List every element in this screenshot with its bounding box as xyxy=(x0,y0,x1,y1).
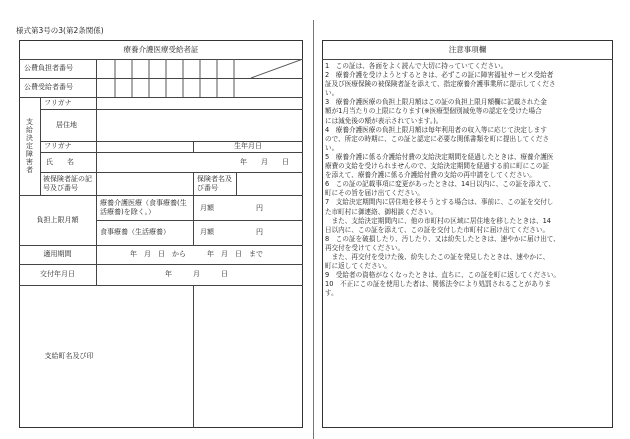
note-line: 8 この証を破損したり、汚したり、又は紛失したときは、速やかに届け出て、 xyxy=(325,234,560,243)
note-line: には減免後の額が表示されています。)。 xyxy=(325,116,443,125)
insured-symbol-label: 被保険者証の記号及び番号 xyxy=(43,175,92,192)
insurer-name-label: 保険者名及び番号 xyxy=(197,175,232,192)
fold-divider xyxy=(313,20,314,439)
note-line: 6 この証の記載事項に変更があったときは、14日以内に、この証を添えて、 xyxy=(325,180,555,189)
note-line: 3 療養介護医療の負担上限月額はこの証の負担上限月額欄に記載された金 xyxy=(325,98,547,107)
note-line: 7 支給決定期間内に居住地を移そうとする場合は、事前に、この証を交付し xyxy=(325,198,554,207)
period-label: 適用期間 xyxy=(43,250,72,258)
public-payer-label: 公費負担者番号 xyxy=(24,64,73,72)
birthdate-label: 生年月日 xyxy=(234,142,262,150)
note-line: 日以内に、この証を添えて、この証を交付した市町村に届け出てください。 xyxy=(325,225,550,234)
name-label: 氏 名 xyxy=(46,157,74,166)
note-line: 証及び医療保険の被保険者証を添えて、指定療養介護事業所に提示してくださ xyxy=(325,80,556,89)
notes-title: 注意事項欄 xyxy=(448,45,487,55)
note-line: 5 療養介護に係る介護給付費の支給決定期間を経過したときは、療養介護医 xyxy=(325,152,554,161)
form-label: 様式第3号の3(第2条関係) xyxy=(16,26,104,35)
note-line: また、再交付を受けた後、紛失したこの証を発見したときは、速やかに、 xyxy=(325,252,550,261)
municipality-seal-label: 支給町名及び印 xyxy=(44,352,94,360)
certificate-title: 療養介護医療受給者証 xyxy=(123,45,199,55)
note-line: す。 xyxy=(325,289,338,298)
note-line: い。 xyxy=(325,89,339,98)
notes-list xyxy=(325,62,613,298)
beneficiary-side-label: 支給決定障害者 xyxy=(25,118,34,174)
note-line: 9 受給者の資格がなくなったときは、直ちに、この証を町に返してください。 xyxy=(325,271,560,280)
note-line: 再交付を受けてください。 xyxy=(325,243,405,252)
birth-date-units: 年 月 日 xyxy=(240,157,289,166)
note-line: 10 不正にこの証を使用した者は、関係法令により処罰されることがありま xyxy=(325,280,551,289)
number-grid xyxy=(96,59,303,97)
note-line: 療費の支給を受けられませんので、支給決定期間を経過する前に町にこの証 xyxy=(325,162,550,171)
limit-item-medical-amount: 月額 円 xyxy=(200,203,263,212)
note-line: を添えて、療養介護に係る介護給付費の支給の再申請をしてください。 xyxy=(325,171,536,180)
note-line: また、支給決定期間内に、他の市町村の区域に居住地を移したときは、14 xyxy=(325,216,551,225)
public-recipient-label: 公費受給者番号 xyxy=(24,83,73,91)
note-line: 額が1月当たりの上限になります(※医療型個別減免等の認定を受けた場合 xyxy=(325,107,542,116)
issue-date-value: 年 月 日 xyxy=(165,270,228,278)
limit-item-meal: 食事療養（生活療養） xyxy=(100,228,170,236)
note-line: 町にその旨を届け出てください。 xyxy=(325,189,424,198)
note-line: い。 xyxy=(325,143,339,152)
address-label: 居住地 xyxy=(56,120,77,129)
note-line: ので、所定の時期に、この証と認定に必要な関係書類を町に提出してくださ xyxy=(325,134,550,143)
furigana-label-2: フリガナ xyxy=(44,142,72,150)
note-line: た市町村に御連絡、御相談ください。 xyxy=(325,207,438,216)
limit-label: 負担上限月額 xyxy=(36,215,79,224)
furigana-label-1: フリガナ xyxy=(44,98,72,107)
note-line: 4 療養介護医療の負担上限月額は毎年利用者の収入等に応じて決定します xyxy=(325,125,547,134)
note-line: 2 療養介護を受けようとするときは、必ずこの証に障害福祉サービス受給者 xyxy=(325,71,554,80)
issue-date-label: 交付年月日 xyxy=(40,270,75,278)
note-line: 町に返してください。 xyxy=(325,262,391,271)
limit-item-medical: 療養介護医療（食事療養(生活療養)を除く。） xyxy=(100,199,187,216)
note-line: 1 この証は、各面をよく読んで大切に持っていてください。 xyxy=(325,62,508,70)
limit-item-meal-amount: 月額 円 xyxy=(200,228,263,236)
period-value: 年 月 日 から 年 月 日 まで xyxy=(130,250,263,258)
